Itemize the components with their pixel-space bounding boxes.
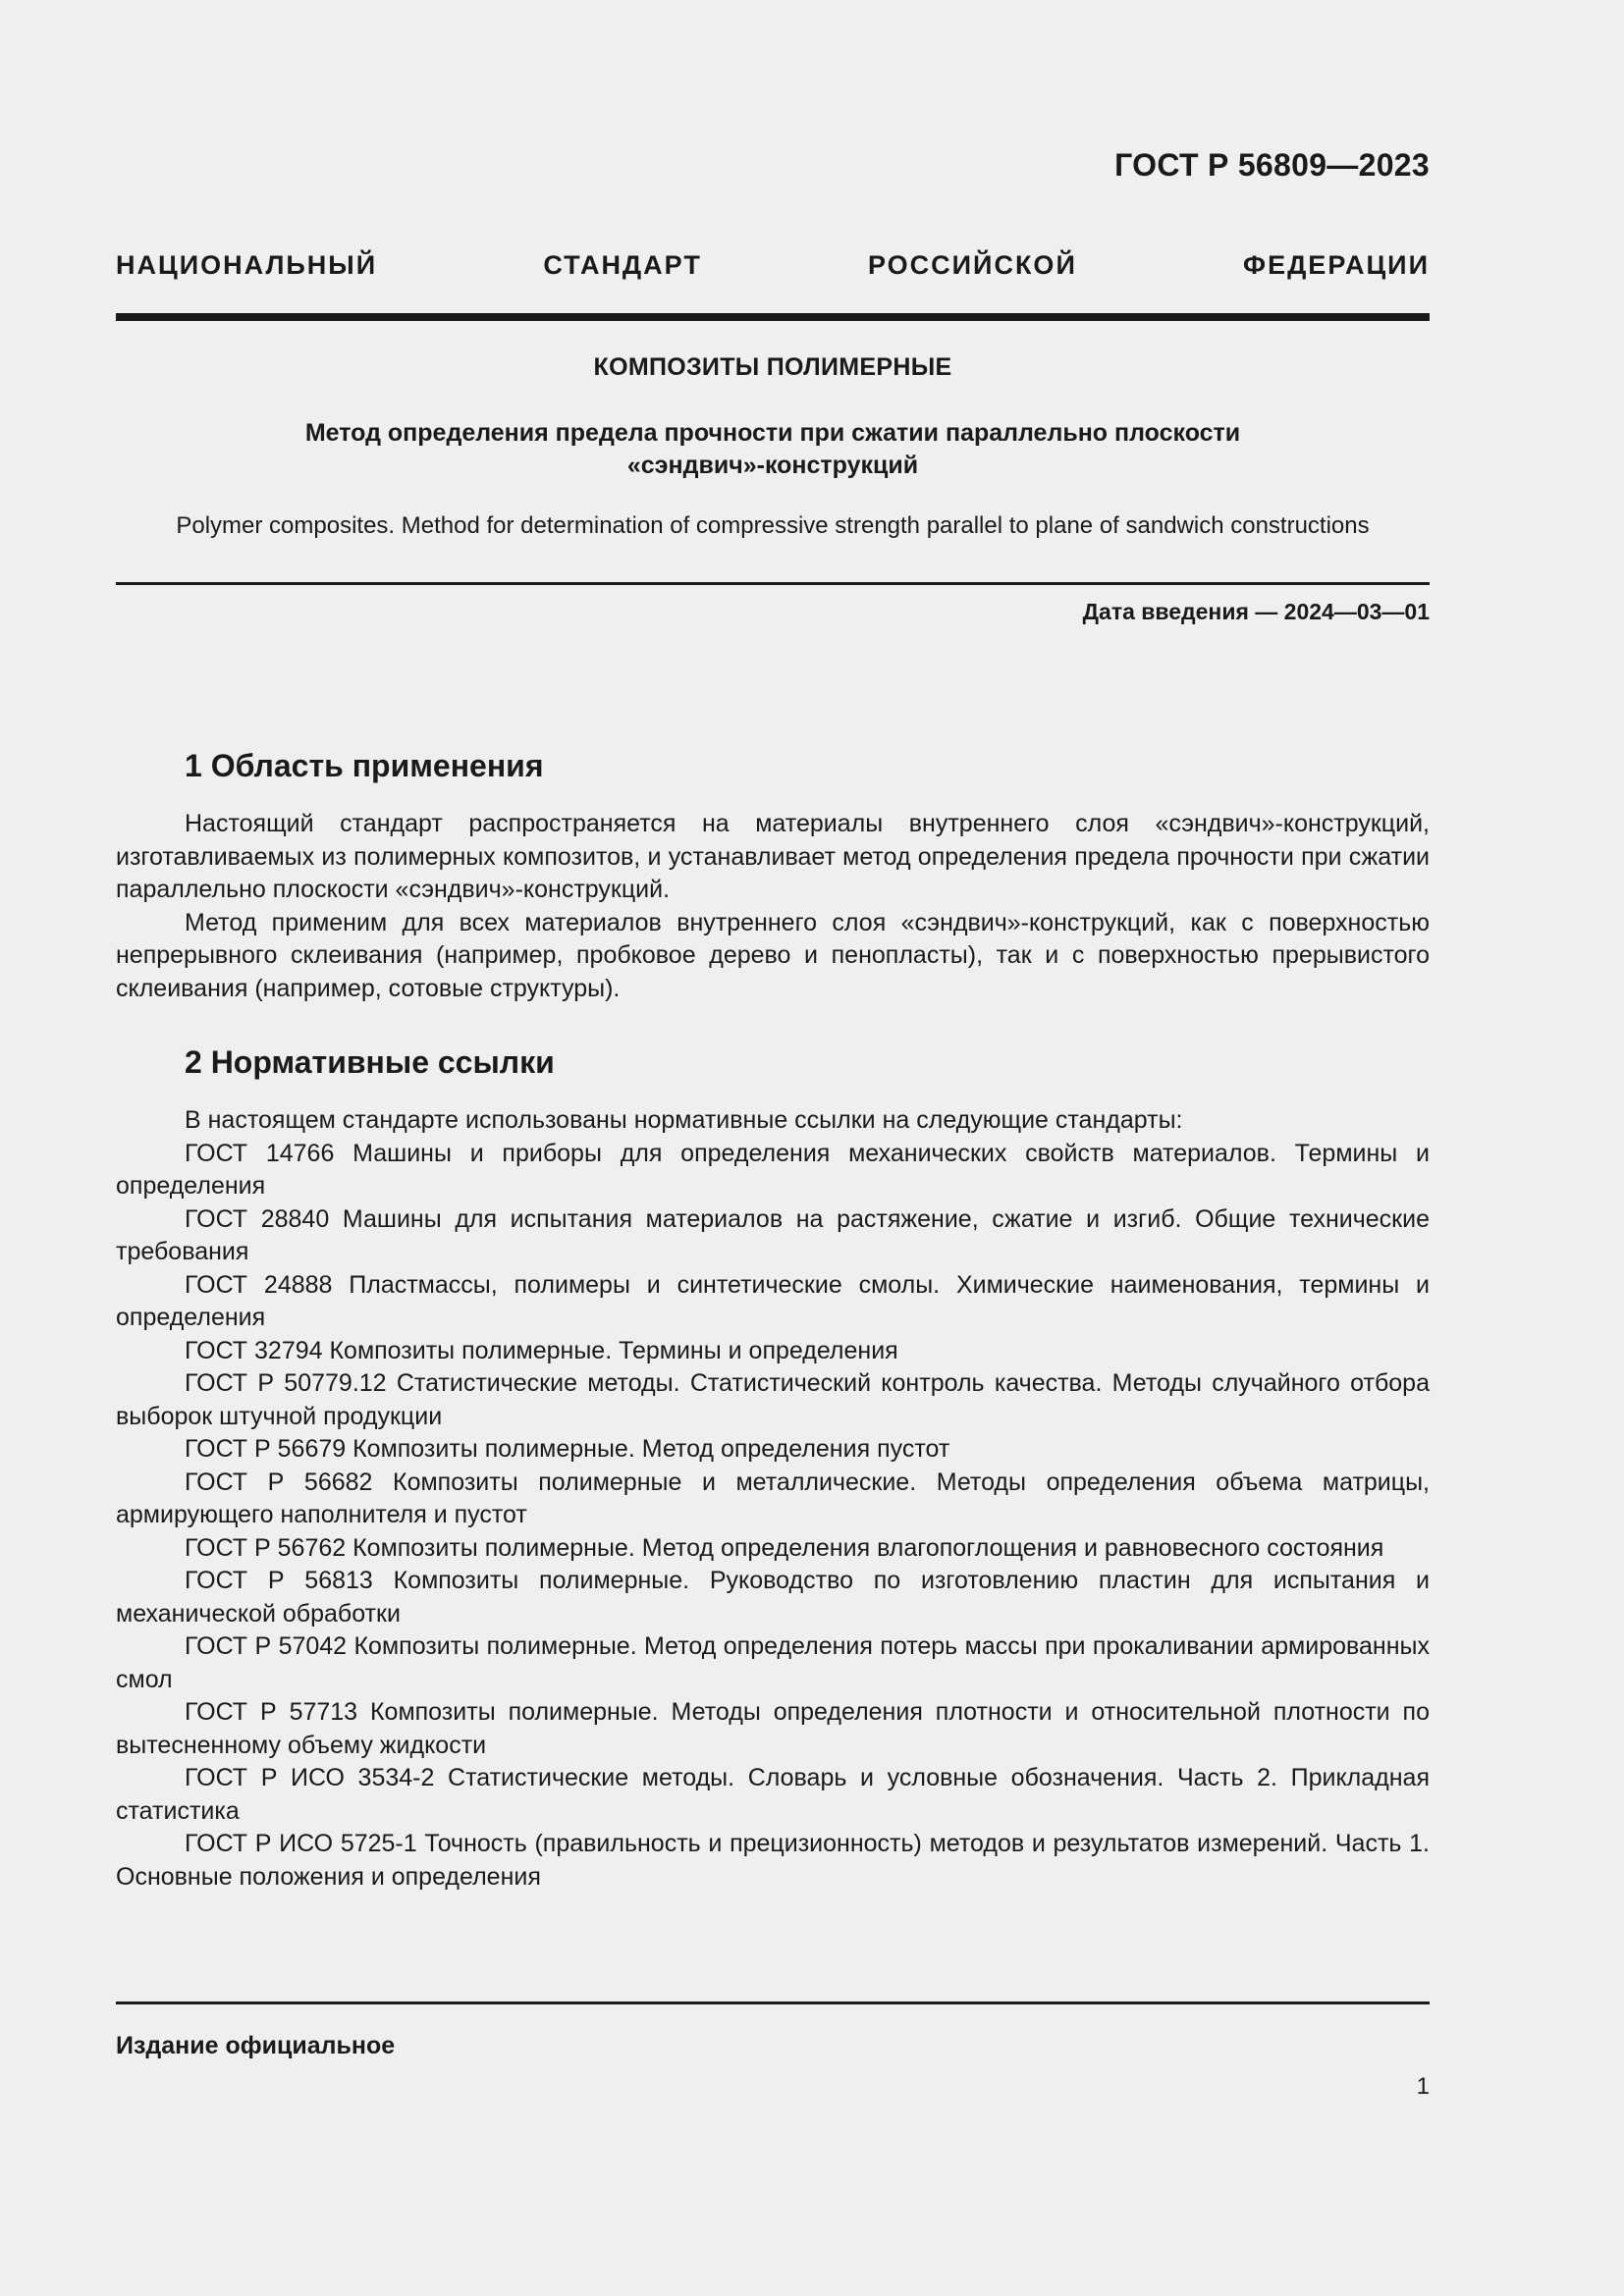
official-edition-label: Издание официальное: [116, 2032, 396, 2059]
reference-item: ГОСТ Р ИСО 5725-1 Точность (правильность и прецизионность) методов и результатов измерений. Часть 1. Основные положения и определения: [116, 1830, 1430, 1891]
subtitle-line-1: Метод определения предела прочности при сжатии параллельно плоскости: [304, 419, 1241, 447]
reference-item: ГОСТ Р 56813 Композиты полимерные. Руководство по изготовлению пластин для испытания и механической обработки: [116, 1567, 1430, 1628]
gost-code: ГОСТ Р 56809—2023: [1114, 147, 1430, 183]
section-1-body: [116, 808, 1430, 1005]
document-title: КОМПОЗИТЫ ПОЛИМЕРНЫЕ: [593, 353, 952, 381]
reference-item: ГОСТ Р 56762 Композиты полимерные. Метод определения влагопоглощения и равновесного состояния: [185, 1533, 1384, 1562]
paragraph: В настоящем стандарте использованы нормативные ссылки на следующие стандарты:: [185, 1106, 1183, 1134]
paragraph: Метод применим для всех материалов внутреннего слоя «сэндвич»-конструкций, как с поверхностью непрерывного склеивания (например, пробковое дерево и пенопласты), так и с поверхностью прерывистого склеивания (например, сотовые структуры).: [116, 908, 1430, 1002]
footer-divider: [116, 2002, 1430, 2004]
reference-item: ГОСТ Р 57713 Композиты полимерные. Методы определения плотности и относительной плотности по вытесненному объему жидкости: [116, 1698, 1430, 1759]
page-number: 1: [1416, 2073, 1430, 2100]
subtitle-line-2: «сэндвич»-конструкций: [626, 452, 919, 479]
reference-item: ГОСТ 14766 Машины и приборы для определения механических свойств материалов. Термины и определения: [116, 1139, 1430, 1200]
reference-item: ГОСТ 24888 Пластмассы, полимеры и синтетические смолы. Химические наименования, термины и определения: [116, 1270, 1430, 1331]
section-2-body: [116, 1104, 1430, 1894]
english-title: Polymer composites. Method for determination of compressive strength parallel to plane of sandwich constructions: [176, 512, 1370, 539]
paragraph: Настоящий стандарт распространяется на материалы внутреннего слоя «сэндвич»-конструкций, изготавливаемых из полимерных композитов, и устанавливает метод определения предела прочности при сжатии параллельно плоскости «сэндвич»-конструкций.: [116, 810, 1430, 903]
introduction-date: Дата введения — 2024—03—01: [1082, 599, 1430, 624]
reference-item: ГОСТ Р ИСО 3534-2 Статистические методы. Словарь и условные обозначения. Часть 2. Прикладная статистика: [116, 1764, 1430, 1825]
reference-item: ГОСТ Р 56679 Композиты полимерные. Метод определения пустот: [185, 1435, 950, 1463]
section-1-heading: 1 Область применения: [185, 748, 544, 783]
title-divider: [116, 582, 1430, 585]
header-divider: [116, 313, 1430, 321]
reference-item: ГОСТ Р 50779.12 Статистические методы. Статистический контроль качества. Методы случайного отбора выборок штучной продукции: [116, 1369, 1430, 1430]
reference-item: ГОСТ 32794 Композиты полимерные. Термины и определения: [185, 1336, 898, 1364]
national-standard-banner: НАЦИОНАЛЬНЫЙ СТАНДАРТ РОССИЙСКОЙ ФЕДЕРАЦИИ: [116, 250, 1430, 280]
section-2-heading: 2 Нормативные ссылки: [185, 1044, 555, 1080]
reference-item: ГОСТ Р 57042 Композиты полимерные. Метод определения потерь массы при прокаливании армированных смол: [116, 1632, 1430, 1693]
reference-item: ГОСТ Р 56682 Композиты полимерные и металлические. Методы определения объема матрицы, армирующего наполнителя и пустот: [116, 1468, 1430, 1528]
document-subtitle: [116, 417, 1430, 482]
reference-item: ГОСТ 28840 Машины для испытания материалов на растяжение, сжатие и изгиб. Общие технические требования: [116, 1204, 1430, 1265]
